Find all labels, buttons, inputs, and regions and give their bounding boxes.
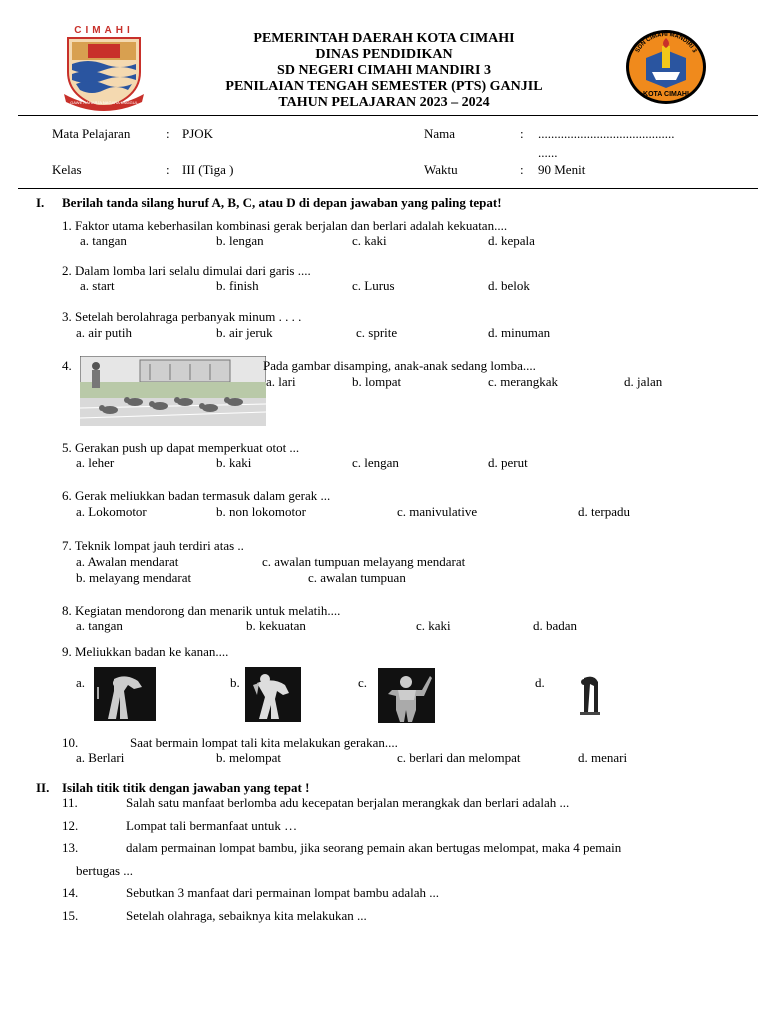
q9-option-b[interactable]: b.	[230, 675, 240, 690]
question-12: Lompat tali bermanfaat untuk …	[126, 818, 298, 833]
q1-option-d[interactable]: d. kepala	[488, 233, 535, 248]
q9-picture-b	[245, 667, 301, 722]
q7-option-c-2[interactable]: c. awalan tumpuan	[308, 570, 406, 585]
q2-option-d[interactable]: d. belok	[488, 278, 530, 293]
q7-option-a[interactable]: a. Awalan mendarat	[76, 554, 179, 569]
q5-option-b[interactable]: b. kaki	[216, 455, 252, 470]
q6-option-c[interactable]: c. manivulative	[397, 504, 478, 519]
question-14-number: 14.	[62, 885, 79, 900]
question-4: Pada gambar disamping, anak-anak sedang lomba....	[263, 358, 536, 373]
q2-option-b[interactable]: b. finish	[216, 278, 259, 293]
q1-option-a[interactable]: a. tangan	[80, 233, 127, 248]
section-1-title: Berilah tanda silang huruf A, B, C, atau D di depan jawaban yang paling tepat!	[62, 195, 502, 210]
name-colon: :	[520, 126, 524, 141]
q4-option-d[interactable]: d. jalan	[624, 374, 663, 389]
left-logo-motto: GAWE RAHARJA NAGARA UNGGUL	[70, 100, 138, 105]
q2-option-c[interactable]: c. Lurus	[352, 278, 395, 293]
section-2-title: Isilah titik titik dengan jawaban yang tepat !	[62, 780, 310, 795]
question-7: 7. Teknik lompat jauh terdiri atas ..	[62, 538, 244, 553]
header-line-3: SD NEGERI CIMAHI MANDIRI 3	[277, 63, 491, 78]
question-6: 6. Gerak meliukkan badan termasuk dalam gerak ...	[62, 488, 331, 503]
info-divider	[18, 188, 758, 189]
subject-value: PJOK	[182, 126, 214, 141]
question-13: dalam permainan lompat bambu, jika seorang pemain akan bertugas melompat, maka 4 pemain	[126, 840, 622, 855]
q10-option-a[interactable]: a. Berlari	[76, 750, 125, 765]
q1-option-b[interactable]: b. lengan	[216, 233, 264, 248]
q8-option-c[interactable]: c. kaki	[416, 618, 451, 633]
q9-option-c[interactable]: c.	[358, 675, 368, 690]
crawling-race-picture	[80, 356, 266, 426]
q10-option-b[interactable]: b. melompat	[216, 750, 281, 765]
q5-option-a[interactable]: a. leher	[76, 455, 115, 470]
name-field[interactable]: ..........................................	[538, 126, 675, 141]
right-logo-bottom-text: KOTA CIMAHI	[643, 91, 689, 98]
question-1: 1. Faktor utama keberhasilan kombinasi gerak berjalan dan berlari adalah kekuatan....	[62, 218, 508, 233]
q7-option-b[interactable]: b. melayang mendarat	[76, 570, 192, 585]
q10-option-c[interactable]: c. berlari dan melompat	[397, 750, 521, 765]
header-divider	[18, 115, 758, 116]
name-label: Nama	[424, 126, 456, 141]
question-15-number: 15.	[62, 908, 79, 923]
header-line-4: PENILAIAN TENGAH SEMESTER (PTS) GANJIL	[225, 79, 543, 94]
q10-option-d[interactable]: d. menari	[578, 750, 628, 765]
q2-option-a[interactable]: a. start	[80, 278, 115, 293]
q4-option-b[interactable]: b. lompat	[352, 374, 402, 389]
question-8: 8. Kegiatan mendorong dan menarik untuk melatih....	[62, 603, 341, 618]
q8-option-a[interactable]: a. tangan	[76, 618, 123, 633]
q5-option-c[interactable]: c. lengan	[352, 455, 399, 470]
q6-option-b[interactable]: b. non lokomotor	[216, 504, 306, 519]
question-11: Salah satu manfaat berlomba adu kecepatan berjalan merangkak dan berlari adalah ...	[126, 795, 570, 810]
header-line-5: TAHUN PELAJARAN 2023 – 2024	[278, 95, 490, 110]
question-14: Sebutkan 3 manfaat dari permainan lompat bambu adalah ...	[126, 885, 439, 900]
q6-option-a[interactable]: a. Lokomotor	[76, 504, 147, 519]
q3-option-c[interactable]: c. sprite	[356, 325, 398, 340]
school-logo	[624, 28, 708, 106]
question-5: 5. Gerakan push up dapat memperkuat otot ...	[62, 440, 300, 455]
q8-option-b[interactable]: b. kekuatan	[246, 618, 306, 633]
cimahi-city-logo	[58, 20, 150, 112]
left-logo-title: CIMAHI	[74, 25, 134, 36]
question-3: 3. Setelah berolahraga perbanyak minum . . . .	[62, 309, 302, 324]
q9-picture-d	[574, 672, 604, 720]
q4-option-c[interactable]: c. merangkak	[488, 374, 559, 389]
q7-option-c[interactable]: c. awalan tumpuan melayang mendarat	[262, 554, 466, 569]
class-value: III (Tiga )	[182, 162, 234, 177]
q3-option-b[interactable]: b. air jeruk	[216, 325, 273, 340]
name-field-continued: ......	[538, 145, 558, 160]
time-value: 90 Menit	[538, 162, 586, 177]
time-colon: :	[520, 162, 524, 177]
q1-option-c[interactable]: c. kaki	[352, 233, 387, 248]
q3-option-a[interactable]: a. air putih	[76, 325, 132, 340]
question-11-number: 11.	[62, 795, 78, 810]
subject-label: Mata Pelajaran	[52, 126, 131, 141]
question-4-number: 4.	[62, 358, 72, 373]
header-line-2: DINAS PENDIDIKAN	[315, 47, 453, 62]
q9-picture-a	[94, 667, 156, 721]
right-logo-top-text: SDN CIMAHI MANDIRI 3	[634, 31, 698, 54]
section-2-number: II.	[36, 780, 50, 795]
class-label: Kelas	[52, 162, 82, 177]
q6-option-d[interactable]: d. terpadu	[578, 504, 630, 519]
question-10: Saat bermain lompat tali kita melakukan gerakan....	[130, 735, 398, 750]
q3-option-d[interactable]: d. minuman	[488, 325, 551, 340]
q8-option-d[interactable]: d. badan	[533, 618, 578, 633]
section-1-number: I.	[36, 195, 45, 210]
class-colon: :	[166, 162, 170, 177]
question-13-number: 13.	[62, 840, 79, 855]
time-label: Waktu	[424, 162, 458, 177]
header-line-1: PEMERINTAH DAERAH KOTA CIMAHI	[253, 31, 515, 46]
q9-option-d[interactable]: d.	[535, 675, 545, 690]
question-15: Setelah olahraga, sebaiknya kita melakukan ...	[126, 908, 367, 923]
question-9: 9. Meliukkan badan ke kanan....	[62, 644, 229, 659]
subject-colon: :	[166, 126, 170, 141]
question-13-continued: bertugas ...	[76, 863, 134, 878]
q9-option-a[interactable]: a.	[76, 675, 86, 690]
question-10-number: 10.	[62, 735, 79, 750]
q4-option-a[interactable]: a. lari	[266, 374, 296, 389]
question-12-number: 12.	[62, 818, 79, 833]
q9-picture-c	[378, 668, 435, 723]
q5-option-d[interactable]: d. perut	[488, 455, 528, 470]
question-2: 2. Dalam lomba lari selalu dimulai dari garis ....	[62, 263, 311, 278]
